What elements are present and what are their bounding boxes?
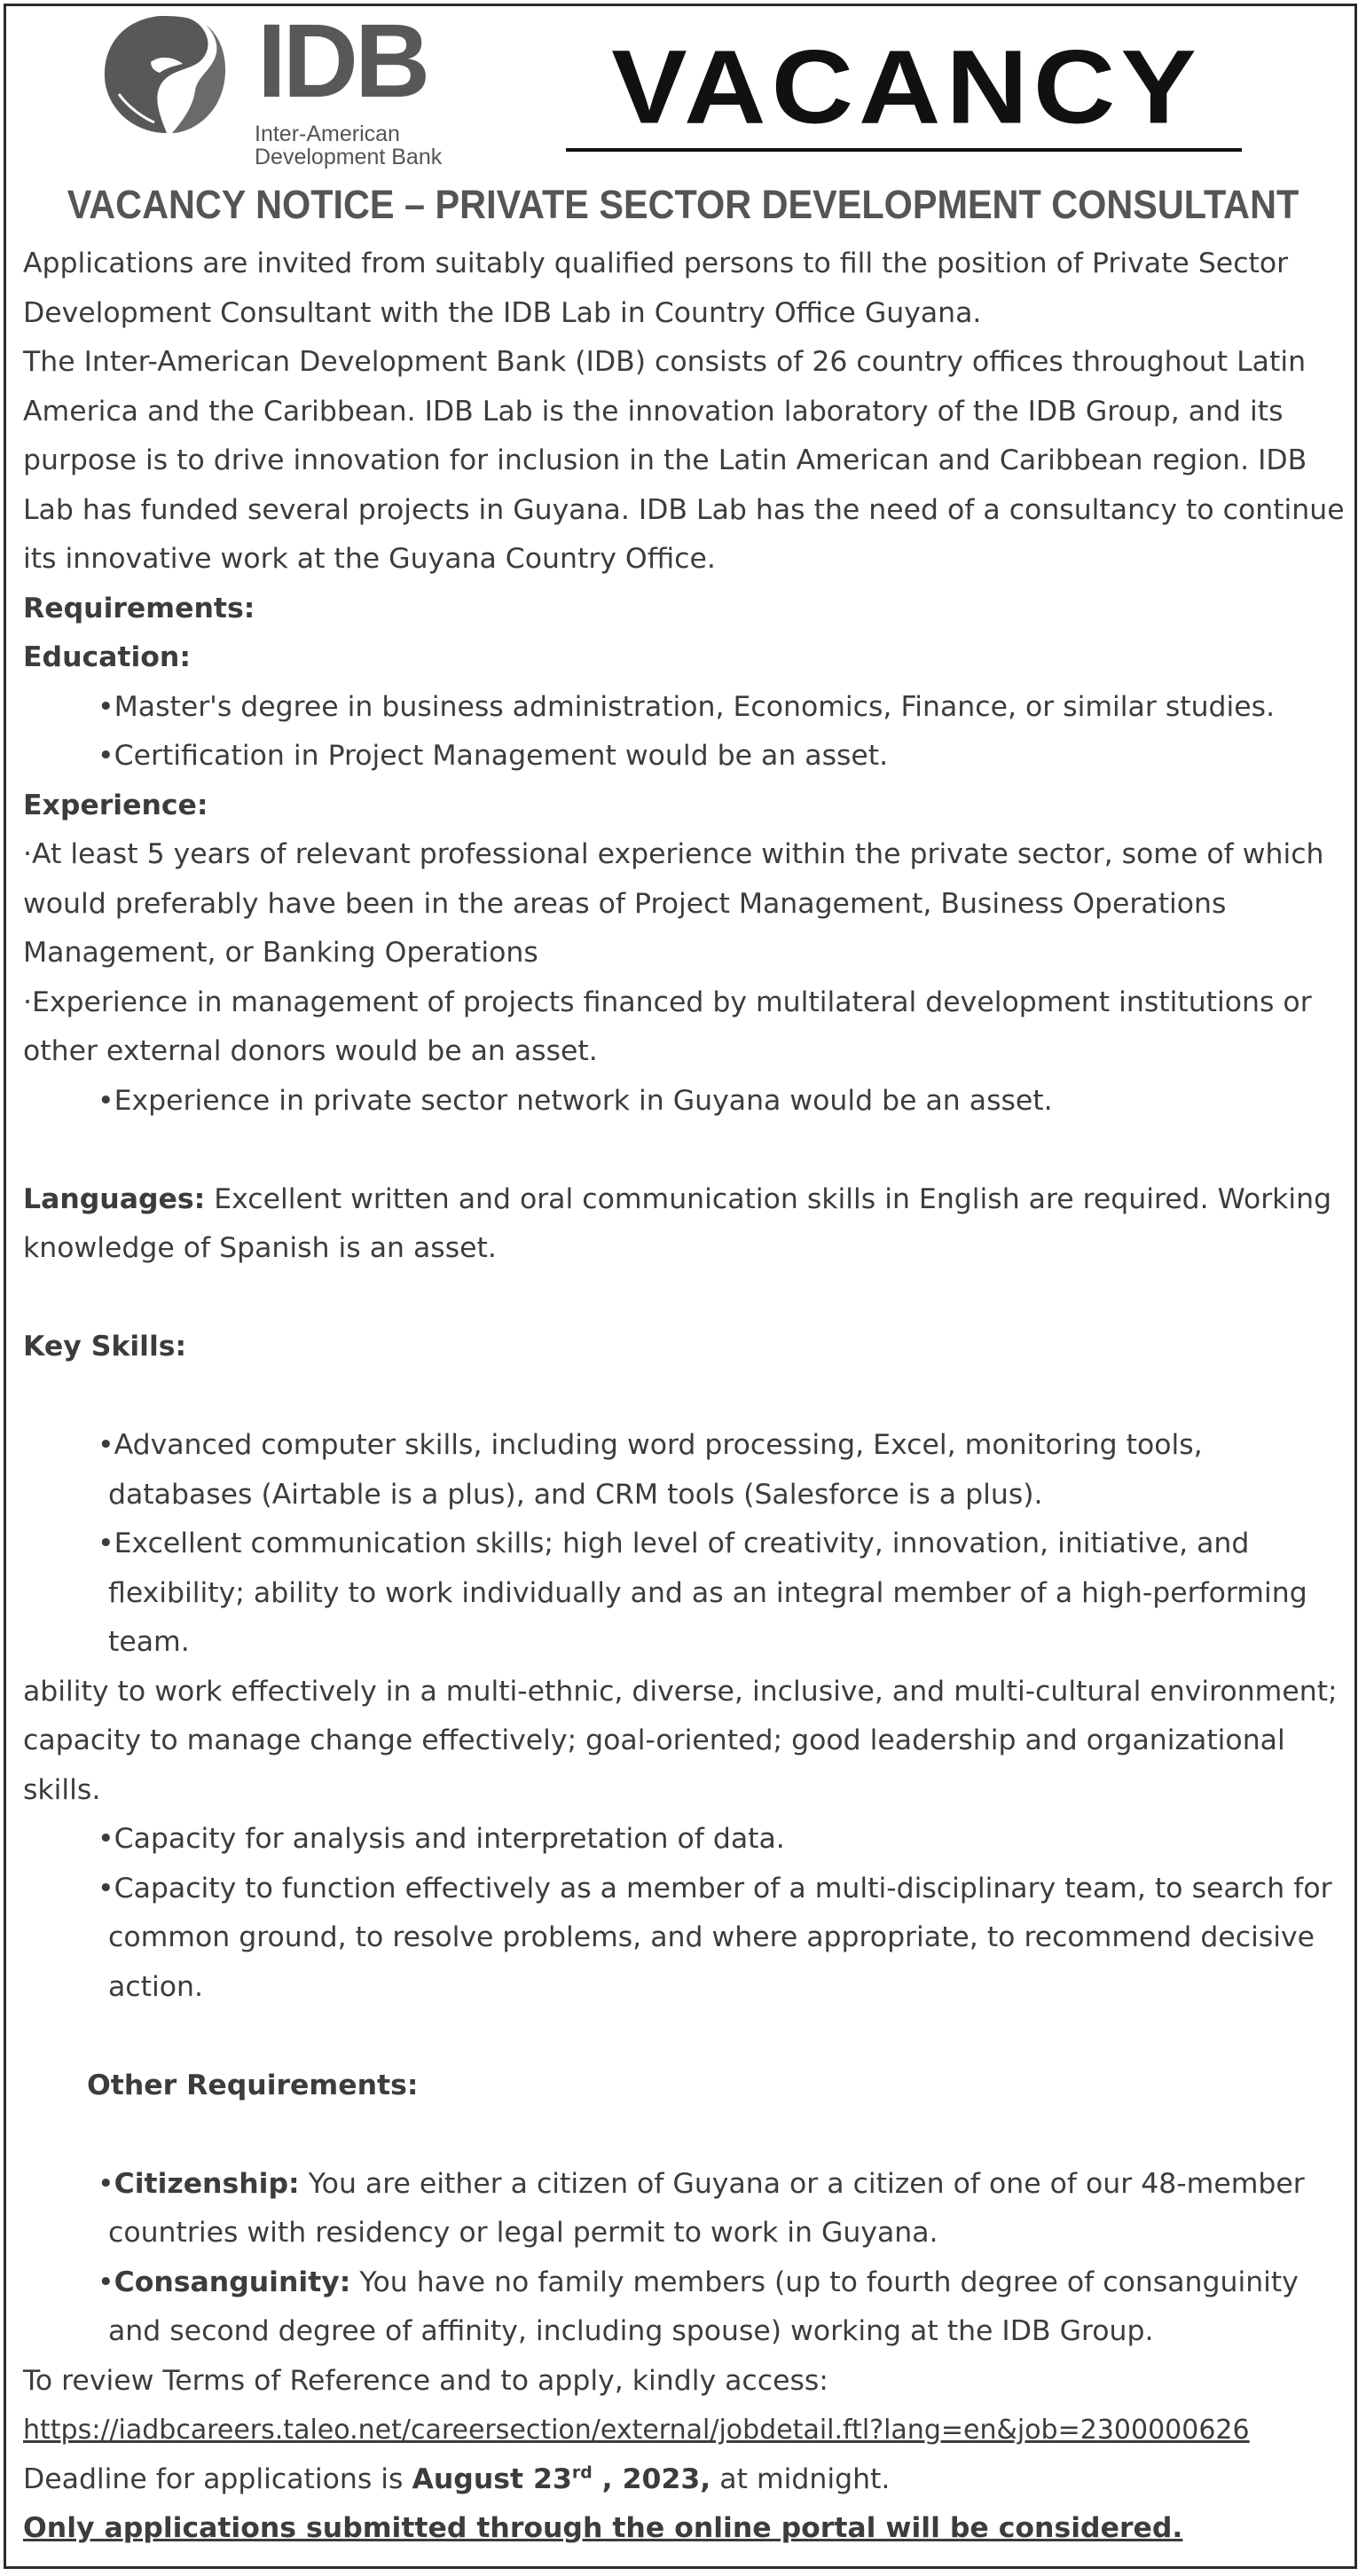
idb-logo [98, 3, 470, 177]
languages-text: Excellent written and oral communication skills in English are required. Working knowledge of Spanish is an asset. [23, 1182, 1332, 1264]
spacer [23, 1372, 1345, 1422]
deadline-suffix: at midnight. [710, 2462, 891, 2495]
languages-paragraph [23, 1175, 1345, 1274]
idb-globe-icon [98, 9, 239, 142]
key-skill-2-text: Excellent communication skills; high level of creativity, innovation, initiative, and flexibility; ability to work individually and as an integral member of a high-performing team. [108, 1528, 1307, 1658]
education-item-1-text: Master's degree in business administration, Economics, Finance, or similar studies. [114, 690, 1276, 723]
apply-link-line [23, 2406, 1345, 2455]
spacer [23, 2012, 1345, 2062]
languages-label: Languages: [23, 1182, 206, 1215]
deadline-date-b: , 2023, [592, 2462, 711, 2495]
apply-link[interactable]: https://iadbcareers.taleo.net/careersection/external/jobdetail.ftl?lang=en&job=2300000626 [23, 2415, 1250, 2446]
education-heading: Education: [23, 641, 191, 673]
key-skills-heading: Key Skills: [23, 1331, 187, 1363]
spacer [23, 2110, 1345, 2160]
logo-subtitle-line2: Development Bank [255, 145, 443, 169]
education-item-1: •Master's degree in business administration, Economics, Finance, or similar studies. [98, 690, 1276, 723]
vacancy-notice-heading: VACANCY NOTICE – PRIVATE SECTOR DEVELOPMENT CONSULTANT [67, 182, 1299, 227]
key-skill-2: •Excellent communication skills; high level of creativity, innovation, initiative, and flexibility; ability to work individually and as an integral member of a high-performing team. [98, 1528, 1307, 1658]
consanguinity-label: Consanguinity: [114, 2266, 351, 2298]
apply-intro: To review Terms of Reference and to apply, kindly access: [23, 2364, 828, 2397]
logo-subtitle-line1: Inter-American [255, 122, 400, 146]
spacer [23, 1126, 1345, 1175]
key-skill-3: •Capacity for analysis and interpretation of data. [98, 1823, 785, 1855]
spacer [23, 1274, 1345, 1323]
experience-item-1: ·At least 5 years of relevant professional experience within the private sector, some of which would preferably have been in the areas of Project Management, Business Operations Management, or Banking Operations [23, 838, 1324, 969]
intro-paragraph-1: Applications are invited from suitably qualified persons to fill the position of Private Sector Development Consultant with the IDB Lab in Country Office Guyana. [23, 247, 1289, 329]
portal-note: Only applications submitted through the online portal will be considered. [23, 2512, 1183, 2544]
experience-item-3-text: Experience in private sector network in Guyana would be an asset. [114, 1084, 1053, 1117]
other-requirements-heading: Other Requirements: [87, 2069, 419, 2101]
header [0, 0, 1366, 182]
key-skill-1: •Advanced computer skills, including word processing, Excel, monitoring tools, databases (Airtable is a plus), and CRM tools (Salesforce is a plus). [98, 1429, 1203, 1511]
logo-subtitle [255, 122, 442, 169]
notice-body [23, 240, 1345, 2554]
deadline-date-a: August 23 [412, 2462, 572, 2495]
deadline-date [412, 2463, 710, 2495]
vacancy-underline [566, 148, 1242, 152]
vacancy-title: VACANCY [611, 28, 1202, 146]
key-skill-4-text: Capacity to function effectively as a member of a multi-disciplinary team, to search for common ground, to resolve problems, and where appropriate, to recommend decisive action. [108, 1872, 1332, 2003]
deadline-prefix: Deadline for applications is [23, 2462, 412, 2495]
key-skill-3-text: Capacity for analysis and interpretation of data. [114, 1823, 785, 1855]
key-skills-continuation: ability to work effectively in a multi-ethnic, diverse, inclusive, and multi-cultural environment; capacity to manage change effectively; goal-oriented; good leadership and organizational skills. [23, 1675, 1338, 1806]
key-skill-1-text: Advanced computer skills, including word processing, Excel, monitoring tools, databases (Airtable is a plus), and CRM tools (Salesforce is a plus). [108, 1429, 1203, 1511]
citizenship-item: •Citizenship: You are either a citizen of Guyana or a citizen of one of our 48-member countries with residency or legal permit to work in Guyana. [98, 2167, 1305, 2249]
requirements-heading: Requirements: [23, 592, 255, 624]
logo-wordmark: IDB [257, 3, 428, 120]
experience-item-3: •Experience in private sector network in Guyana would be an asset. [98, 1084, 1053, 1117]
deadline-line [23, 2455, 1345, 2505]
consanguinity-text: You have no family members (up to fourth degree of consanguinity and second degree of affinity, including spouse) working at the IDB Group. [108, 2266, 1299, 2347]
citizenship-text: You are either a citizen of Guyana or a citizen of one of our 48-member countries with residency or legal permit to work in Guyana. [108, 2167, 1305, 2249]
experience-heading: Experience: [23, 789, 208, 821]
intro-paragraph-2: The Inter-American Development Bank (IDB) consists of 26 country offices throughout Latin America and the Caribbean. IDB Lab is the innovation laboratory of the IDB Group, and its purpose is to drive innovation for inclusion in the Latin American and Caribbean region. IDB Lab has funded several projects in Guyana. IDB Lab has the need of a consultancy to continue its innovative work at the Guyana Country Office. [23, 346, 1345, 575]
deadline-ordinal: rd [571, 2462, 593, 2482]
consanguinity-item: •Consanguinity: You have no family members (up to fourth degree of consanguinity and second degree of affinity, including spouse) working at the IDB Group. [98, 2266, 1299, 2347]
education-item-2: •Certification in Project Management would be an asset. [98, 740, 889, 772]
citizenship-label: Citizenship: [114, 2167, 300, 2200]
education-item-2-text: Certification in Project Management would be an asset. [114, 740, 889, 772]
key-skill-4: •Capacity to function effectively as a member of a multi-disciplinary team, to search for common ground, to resolve problems, and where appropriate, to recommend decisive action. [98, 1872, 1332, 2003]
experience-item-2: ·Experience in management of projects financed by multilateral development institutions or other external donors would be an asset. [23, 986, 1312, 1067]
